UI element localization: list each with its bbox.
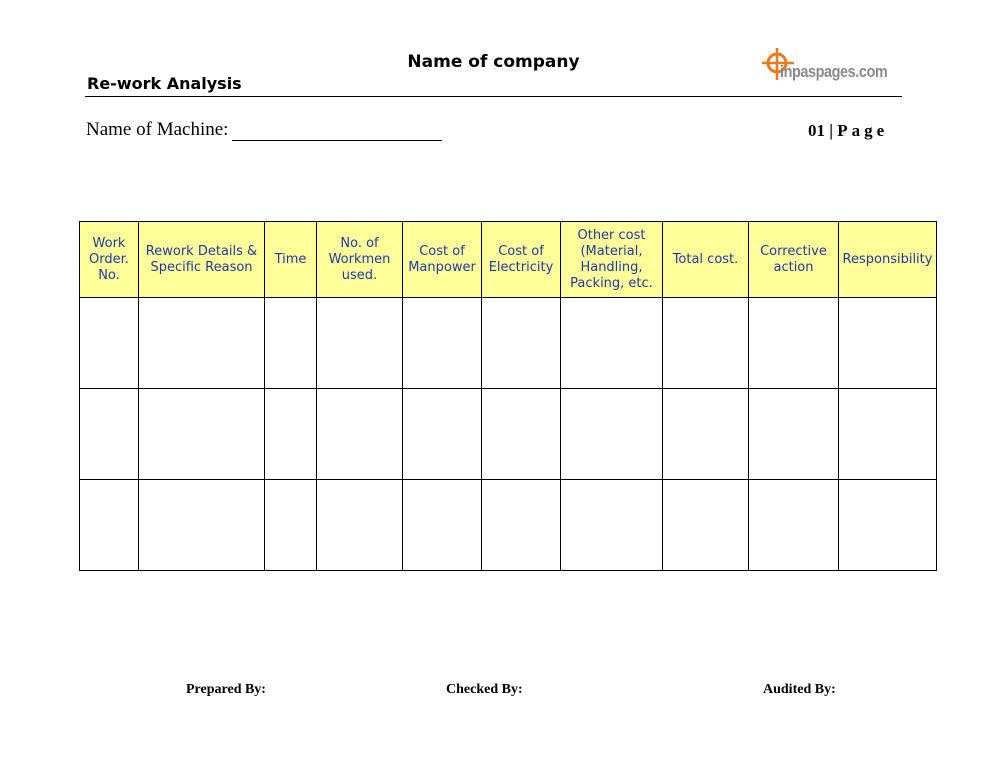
table-header-row: [80, 222, 937, 298]
page-number: 01: [808, 121, 825, 140]
table-cell[interactable]: [561, 480, 663, 571]
table-cell[interactable]: [561, 389, 663, 480]
company-name: Name of company: [407, 52, 580, 72]
audited-by-label: Audited By:: [763, 682, 836, 697]
column-header-time: Time: [265, 222, 317, 298]
table-cell[interactable]: [403, 298, 482, 389]
page-separator: |: [829, 121, 833, 140]
table-cell[interactable]: [561, 298, 663, 389]
table-row: [80, 480, 937, 571]
table-cell[interactable]: [749, 389, 839, 480]
table-cell[interactable]: [139, 480, 265, 571]
table-cell[interactable]: [265, 298, 317, 389]
column-header-cost-of-manpower: Cost of Manpower: [403, 222, 482, 298]
table-cell[interactable]: [139, 389, 265, 480]
column-header-other-cost: Other cost (Material, Handling, Packing, etc.: [561, 222, 663, 298]
table-cell[interactable]: [80, 480, 139, 571]
rework-table: [79, 221, 937, 571]
table-cell[interactable]: [482, 480, 561, 571]
table-cell[interactable]: [839, 480, 937, 571]
table-cell[interactable]: [265, 480, 317, 571]
table-row: [80, 389, 937, 480]
column-header-corrective-action: Corrective action: [749, 222, 839, 298]
table-cell[interactable]: [482, 298, 561, 389]
table-cell[interactable]: [317, 480, 403, 571]
table-cell[interactable]: [839, 298, 937, 389]
prepared-by-label: Prepared By:: [186, 682, 266, 697]
table-cell[interactable]: [403, 389, 482, 480]
table-cell[interactable]: [663, 480, 749, 571]
table-cell[interactable]: [265, 389, 317, 480]
header-divider: [85, 96, 902, 97]
table-cell[interactable]: [663, 298, 749, 389]
page-indicator: [808, 121, 888, 141]
column-header-work-order-no: Work Order. No.: [80, 222, 139, 298]
column-header-workmen-used: No. of Workmen used.: [317, 222, 403, 298]
table-cell[interactable]: [80, 298, 139, 389]
table-cell[interactable]: [749, 480, 839, 571]
company-logo: [760, 48, 900, 88]
table-cell[interactable]: [317, 298, 403, 389]
checked-by-label: Checked By:: [446, 682, 523, 697]
page-word: Page: [837, 121, 889, 140]
table-cell[interactable]: [663, 389, 749, 480]
table-row: [80, 298, 937, 389]
column-header-responsibility: Responsibility: [839, 222, 937, 298]
table-cell[interactable]: [139, 298, 265, 389]
table-cell[interactable]: [749, 298, 839, 389]
table-cell[interactable]: [317, 389, 403, 480]
logo-text: inpaspages.com: [780, 62, 888, 81]
column-header-rework-details: Rework Details & Specific Reason: [139, 222, 265, 298]
table-cell[interactable]: [80, 389, 139, 480]
document-title: Re-work Analysis: [87, 74, 242, 93]
machine-name-label: Name of Machine:: [86, 119, 229, 140]
table-cell[interactable]: [839, 389, 937, 480]
column-header-total-cost: Total cost.: [663, 222, 749, 298]
machine-name-field: [86, 119, 442, 141]
table-cell[interactable]: [403, 480, 482, 571]
column-header-cost-of-electricity: Cost of Electricity: [482, 222, 561, 298]
table-cell[interactable]: [482, 389, 561, 480]
machine-name-blank[interactable]: [232, 120, 442, 141]
